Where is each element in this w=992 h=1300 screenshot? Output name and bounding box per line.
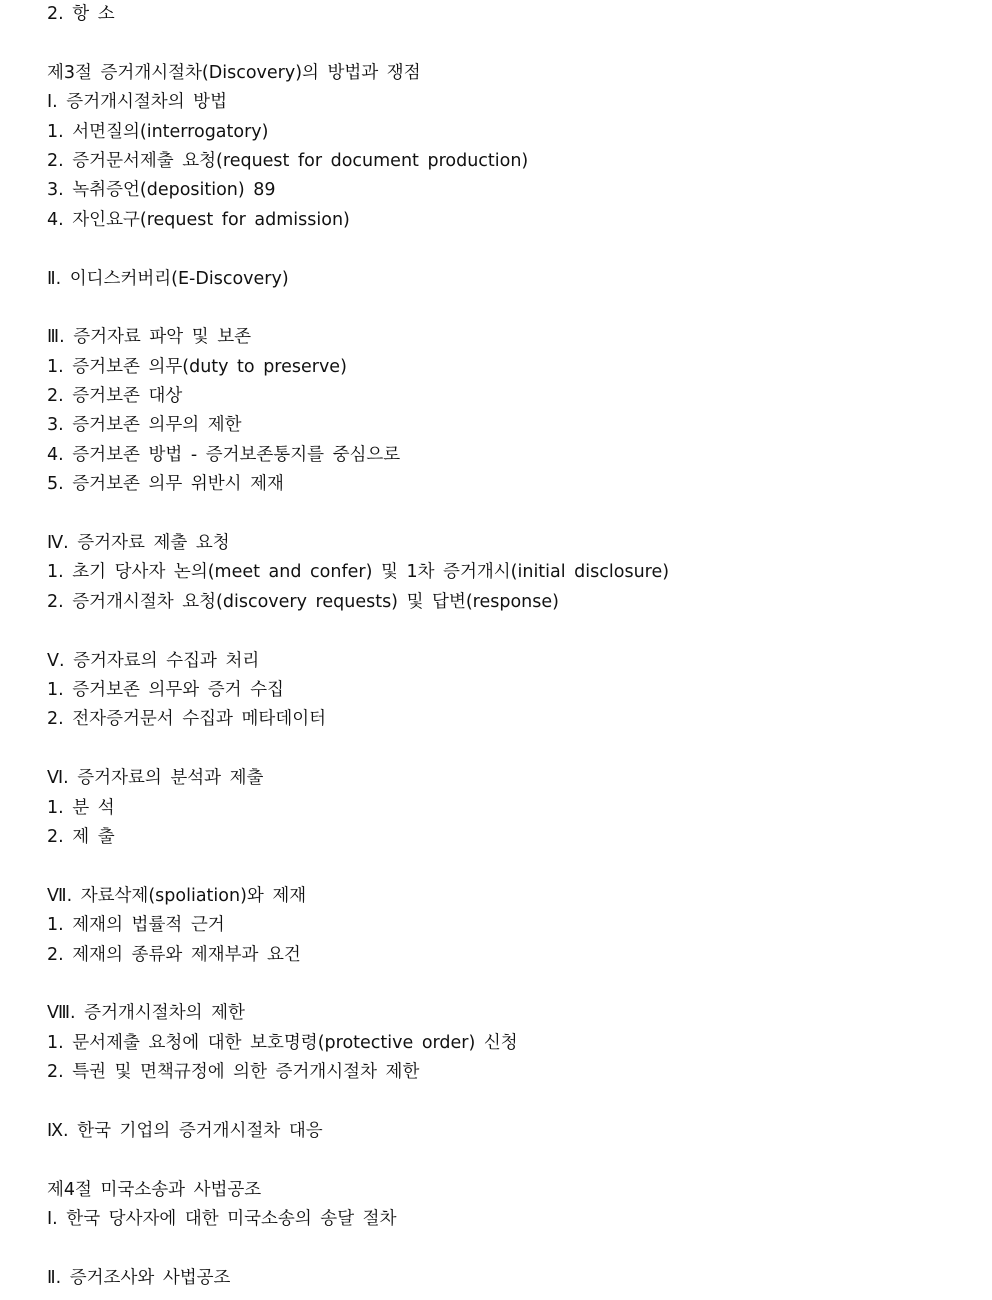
list-item: 5. 증거보존 의무 위반시 제재 — [47, 474, 284, 495]
section-heading: Ⅶ. 자료삭제(spoliation)와 제재 — [47, 885, 307, 906]
document-body — [47, 0, 977, 1293]
list-item: 4. 증거보존 방법 - 증거보존통지를 중심으로 — [47, 444, 401, 465]
list-item: 2. 항 소 — [47, 4, 115, 24]
section-heading: Ⅰ. 증거개시절차의 방법 — [47, 92, 227, 113]
blank-line — [47, 294, 977, 323]
blank-line — [47, 1087, 977, 1116]
blank-line — [47, 1146, 977, 1175]
list-item: 4. 자인요구(request for admission) — [47, 209, 350, 230]
section-heading: Ⅷ. 증거개시절차의 제한 — [47, 1003, 245, 1024]
list-item: 2. 제 출 — [47, 826, 115, 847]
list-item: 1. 분 석 — [47, 797, 115, 818]
list-item: 1. 증거보존 의무와 증거 수집 — [47, 679, 284, 700]
section-heading: Ⅱ. 증거조사와 사법공조 — [47, 1267, 231, 1288]
list-item: 2. 증거개시절차 요청(discovery requests) 및 답변(response) — [47, 591, 559, 612]
list-item: 1. 증거보존 의무(duty to preserve) — [47, 356, 347, 377]
blank-line — [47, 235, 977, 264]
section-heading: Ⅳ. 증거자료 제출 요청 — [47, 533, 230, 554]
list-item: 2. 특권 및 면책규정에 의한 증거개시절차 제한 — [47, 1062, 420, 1083]
blank-line — [47, 970, 977, 999]
section-heading: Ⅰ. 한국 당사자에 대한 미국소송의 송달 절차 — [47, 1209, 397, 1230]
blank-line — [47, 617, 977, 646]
blank-line — [47, 852, 977, 881]
blank-line — [47, 29, 977, 58]
list-item: 3. 증거보존 의무의 제한 — [47, 415, 242, 436]
list-item: 2. 증거보존 대상 — [47, 386, 183, 407]
list-item: 1. 문서제출 요청에 대한 보호명령(protective order) 신청 — [47, 1032, 518, 1053]
list-item: 1. 제재의 법률적 근거 — [47, 915, 225, 936]
list-item: 2. 증거문서제출 요청(request for document production) — [47, 150, 529, 171]
list-item: 2. 전자증거문서 수집과 메타데이터 — [47, 709, 327, 730]
list-item: 3. 녹취증언(deposition) 89 — [47, 180, 276, 201]
list-item: 1. 초기 당사자 논의(meet and confer) 및 1차 증거개시(initial disclosure) — [47, 562, 670, 583]
section-heading: Ⅱ. 이디스커버리(E-Discovery) — [47, 268, 289, 289]
blank-line — [47, 1234, 977, 1263]
chapter-heading: 제4절 미국소송과 사법공조 — [47, 1179, 262, 1200]
blank-line — [47, 500, 977, 529]
section-heading: Ⅴ. 증거자료의 수집과 처리 — [47, 650, 260, 671]
section-heading: Ⅸ. 한국 기업의 증거개시절차 대응 — [47, 1120, 323, 1141]
section-heading: Ⅵ. 증거자료의 분석과 제출 — [47, 768, 264, 789]
blank-line — [47, 735, 977, 764]
list-item: 2. 제재의 종류와 제재부과 요건 — [47, 944, 301, 965]
chapter-heading: 제3절 증거개시절차(Discovery)의 방법과 쟁점 — [47, 62, 421, 83]
section-heading: Ⅲ. 증거자료 파악 및 보존 — [47, 327, 252, 348]
list-item: 1. 서면질의(interrogatory) — [47, 121, 269, 142]
